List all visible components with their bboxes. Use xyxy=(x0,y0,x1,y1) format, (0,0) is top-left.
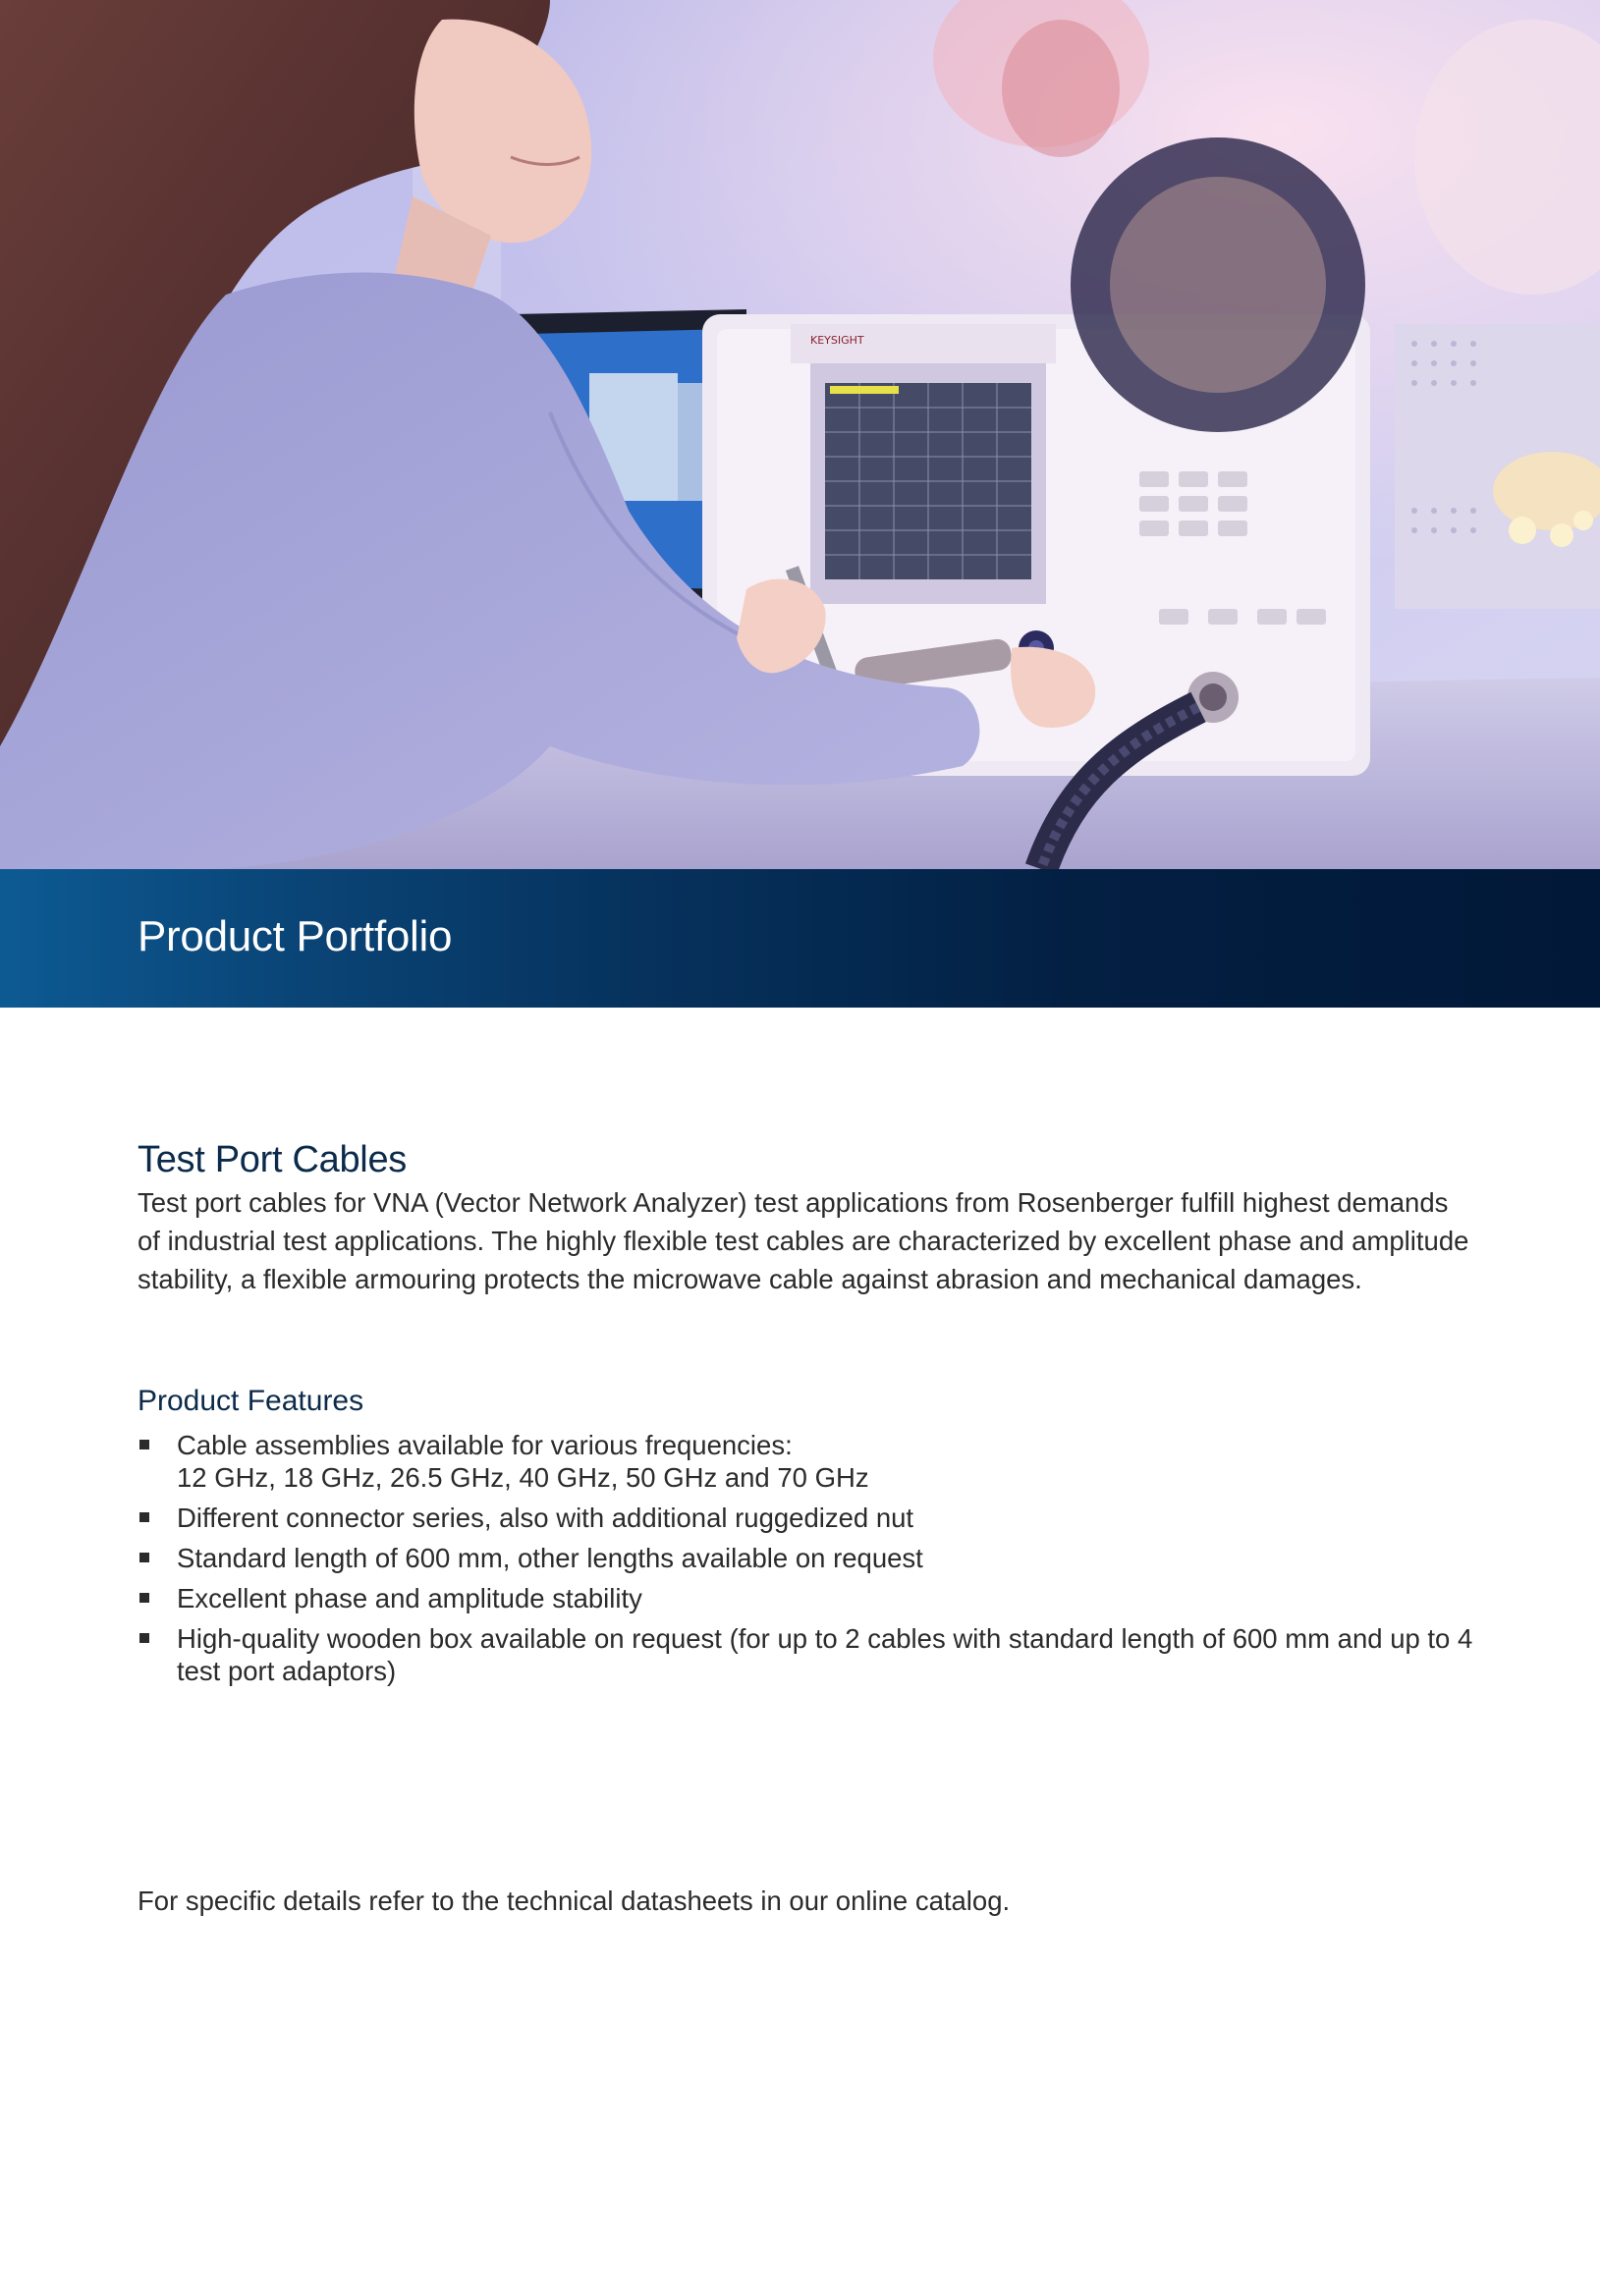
list-item xyxy=(138,1502,1493,1534)
list-item xyxy=(138,1582,1493,1614)
list-item xyxy=(138,1429,1493,1494)
feature-text: Excellent phase and amplitude stability xyxy=(177,1583,642,1613)
square-bullet-icon xyxy=(139,1512,149,1522)
square-bullet-icon xyxy=(139,1440,149,1449)
section-title: Test Port Cables xyxy=(138,1139,407,1180)
header-banner xyxy=(0,869,1600,1008)
feature-text: High-quality wooden box available on request (for up to 2 cables with standard length of 600 mm and up to 4 test port adaptors) xyxy=(177,1623,1473,1686)
hero-photo xyxy=(0,0,1600,869)
feature-text: Cable assemblies available for various frequencies: xyxy=(177,1430,793,1460)
square-bullet-icon xyxy=(139,1593,149,1603)
feature-text-continued: 12 GHz, 18 GHz, 26.5 GHz, 40 GHz, 50 GHz and 70 GHz xyxy=(177,1462,869,1493)
features-title: Product Features xyxy=(138,1385,364,1417)
feature-text: Standard length of 600 mm, other lengths available on request xyxy=(177,1543,923,1573)
square-bullet-icon xyxy=(139,1633,149,1643)
feature-text: Different connector series, also with additional ruggedized nut xyxy=(177,1503,914,1533)
list-item xyxy=(138,1542,1493,1574)
banner-title: Product Portfolio xyxy=(138,912,453,960)
features-list xyxy=(138,1429,1493,1695)
intro-paragraph: Test port cables for VNA (Vector Network Analyzer) test applications from Rosenberger fulfill highest demands of industrial test applications. The highly flexible test cables are characterized by excellent phase and amplitude stability, a flexible armouring protects the microwave cable against abrasion and mechanical damages. xyxy=(138,1187,1469,1294)
list-item xyxy=(138,1622,1493,1687)
square-bullet-icon xyxy=(139,1553,149,1562)
lab-scene-illustration xyxy=(0,0,1600,869)
catalog-footnote: For specific details refer to the technical datasheets in our online catalog. xyxy=(138,1886,1011,1916)
instrument-brand: KEYSIGHT xyxy=(810,334,864,347)
